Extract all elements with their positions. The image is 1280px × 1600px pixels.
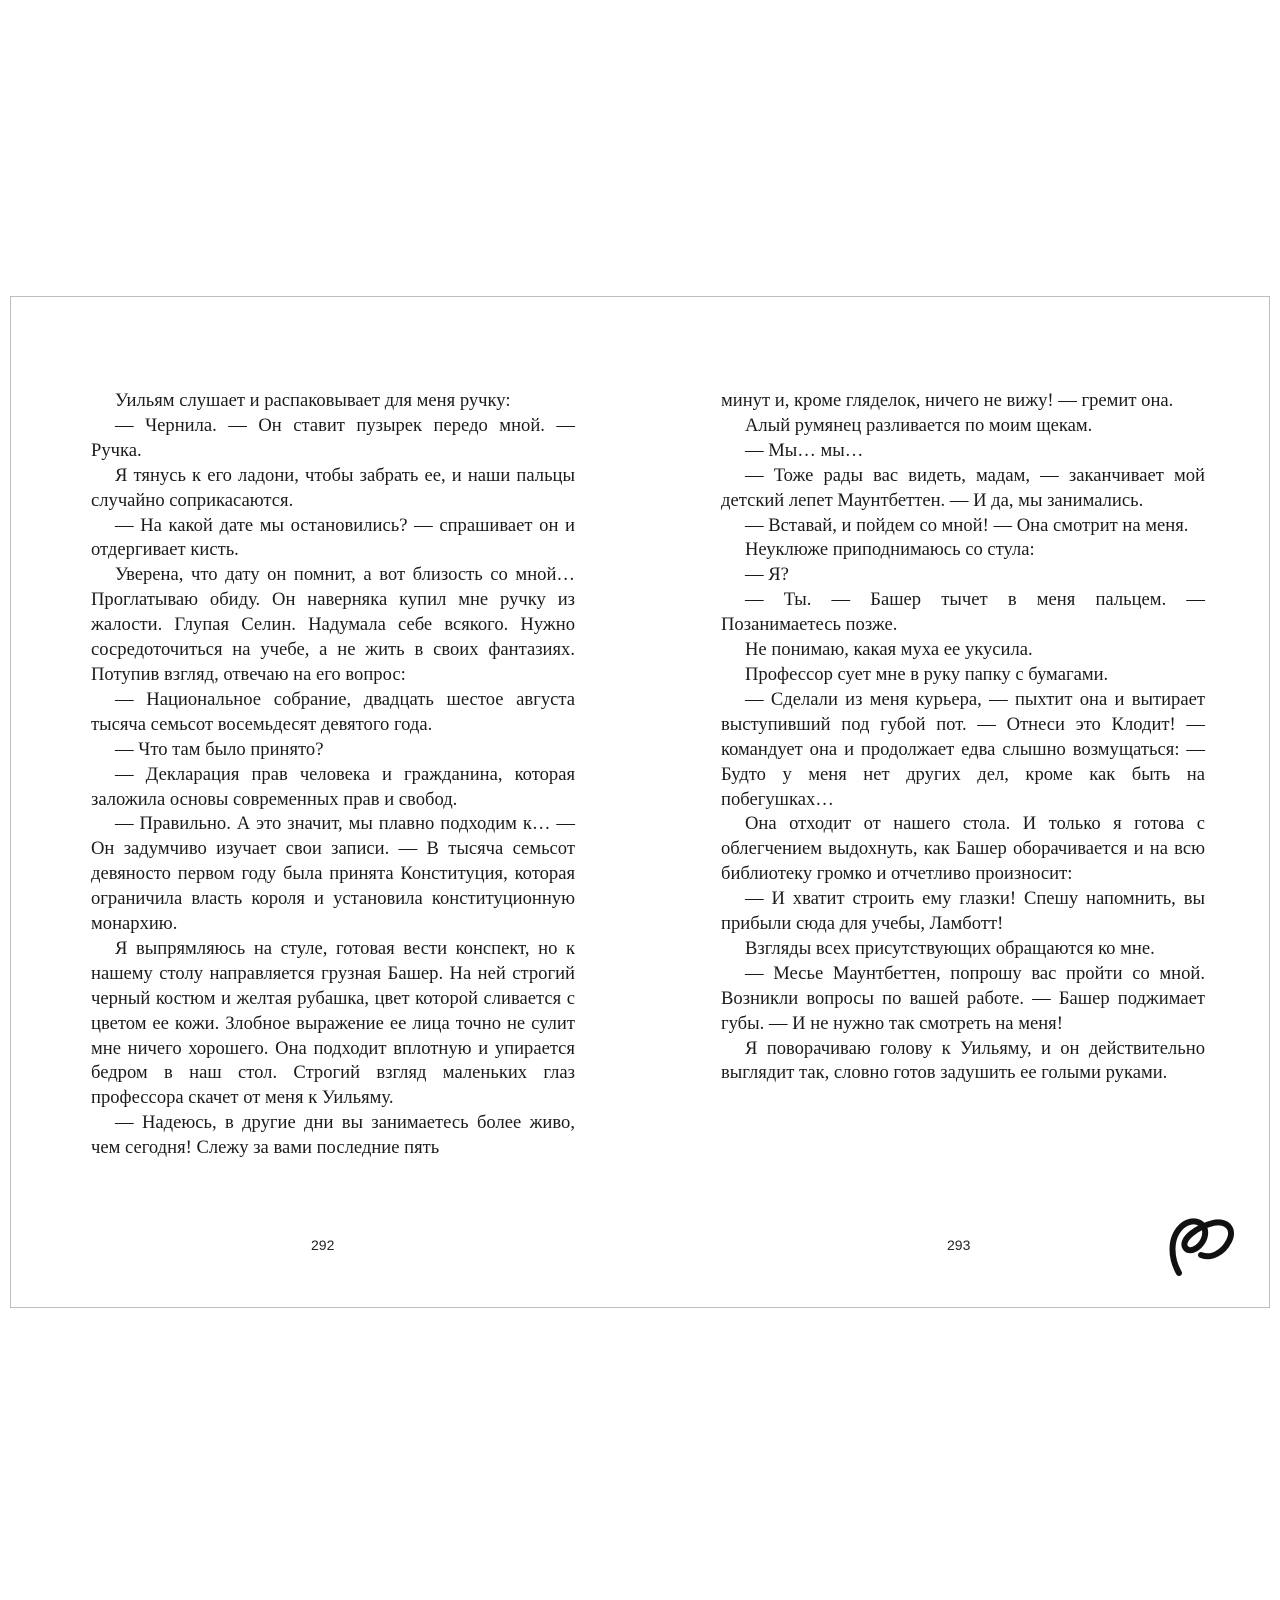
right-paragraph-6: — Я? [745,564,789,586]
left-paragraph-2: — Чернила. — Он ставит пузырек передо мной. — Ручка. [91,414,575,461]
left-paragraph-8: — Декларация прав человека и гражданина, которая заложила основы современных прав и свобод. [91,763,575,810]
right-paragraph-4: — Вставай, и пойдем со мной! — Она смотрит на меня. [745,514,1189,536]
right-continuation: минут и, кроме гляделок, ничего не вижу! — гремит она. [721,390,1174,411]
right-paragraph-9: Профессор сует мне в руку папку с бумагами. [745,663,1109,685]
right-paragraph-7: — Ты. — Башер тычет в меня пальцем. — Позанимаетесь позже. [721,589,1205,636]
left-paragraph-7: — Что там было принято? [115,738,324,760]
left-paragraph-4: — На какой дате мы остановились? — спрашивает он и отдергивает кисть. [91,514,575,561]
right-paragraph-13: Взгляды всех присутствующих обращаются ко мне. [745,937,1155,959]
right-paragraph-8: Не понимаю, какая муха ее укусила. [745,639,1033,661]
left-paragraph-1: Уильям слушает и распаковывает для меня ручку: [115,390,511,411]
right-paragraph-2: — Мы… мы… [745,439,864,461]
right-paragraph-12: — И хватит строить ему глазки! Спешу напомнить, вы прибыли сюда для учебы, Ламботт! [721,888,1205,935]
right-page [721,389,1205,1086]
right-paragraph-5: Неуклюже приподнимаюсь со стула: [745,539,1035,561]
left-paragraph-9: — Правильно. А это значит, мы плавно подходим к… — Он задумчиво изучает свои записи. — В тысяча семьсот девяносто первом году была принята Конституция, которая ограничила власть короля и установила конституционную монархию. [91,813,575,935]
page-number-left: 292 [311,1237,335,1253]
page-number-right: 293 [947,1237,971,1253]
book-spread [10,296,1270,1308]
left-paragraph-5: Уверена, что дату он помнит, а вот близость со мной… Проглатываю обиду. Он наверняка купил мне ручку из жалости. Глупая Селин. Надумала себе всякого. Нужно сосредоточиться на учебе, а не жить в своих фантазиях. Потупив взгляд, отвечаю на его вопрос: [91,564,575,685]
publisher-swirl-logo-icon [1167,1213,1239,1279]
left-paragraph-11: — Надеюсь, в другие дни вы занимаетесь более живо, чем сегодня! Слежу за вами последние пять [91,1112,575,1159]
right-paragraph-11: Она отходит от нашего стола. И только я готова с облегчением выдохнуть, как Башер оборачивается и на всю библиотеку громко и отчетливо произносит: [721,813,1205,885]
left-paragraph-10: Я выпрямляюсь на стуле, готовая вести конспект, но к нашему столу направляется грузная Башер. На ней строгий черный костюм и желтая рубашка, цвет которой сливается с цветом ее кожи. Злобное выражение ее лица точно не сулит мне ничего хорошего. Она подходит вплотную и упирается бедром в наш стол. Строгий взгляд маленьких глаз профессора скачет от меня к Уильяму. [91,937,575,1109]
right-paragraph-3: — Тоже рады вас видеть, мадам, — заканчивает мой детский лепет Маунтбеттен. — И да, мы занимались. [721,464,1205,511]
left-paragraph-3: Я тянусь к его ладони, чтобы забрать ее, и наши пальцы случайно соприкасаются. [91,464,575,511]
right-paragraph-10: — Сделали из меня курьера, — пыхтит она и вытирает выступивший под губой пот. — Отнеси это Клодит! — командует она и продолжает едва слышно возмущаться: — Будто у меня нет других дел, кроме как быть на побегушках… [721,688,1205,810]
right-paragraph-14: — Месье Маунтбеттен, попрошу вас пройти со мной. Возникли вопросы по вашей работе. — Башер поджимает губы. — И не нужно так смотреть на меня! [721,962,1205,1034]
right-paragraph-1: Алый румянец разливается по моим щекам. [745,414,1093,436]
logo-swirl-stroke [1173,1221,1232,1273]
left-paragraph-6: — Национальное собрание, двадцать шестое августа тысяча семьсот восемьдесят девятого года. [91,688,575,735]
right-paragraph-15: Я поворачиваю голову к Уильяму, и он действительно выглядит так, словно готов задушить ее голыми руками. [721,1037,1205,1084]
left-page [91,389,575,1161]
